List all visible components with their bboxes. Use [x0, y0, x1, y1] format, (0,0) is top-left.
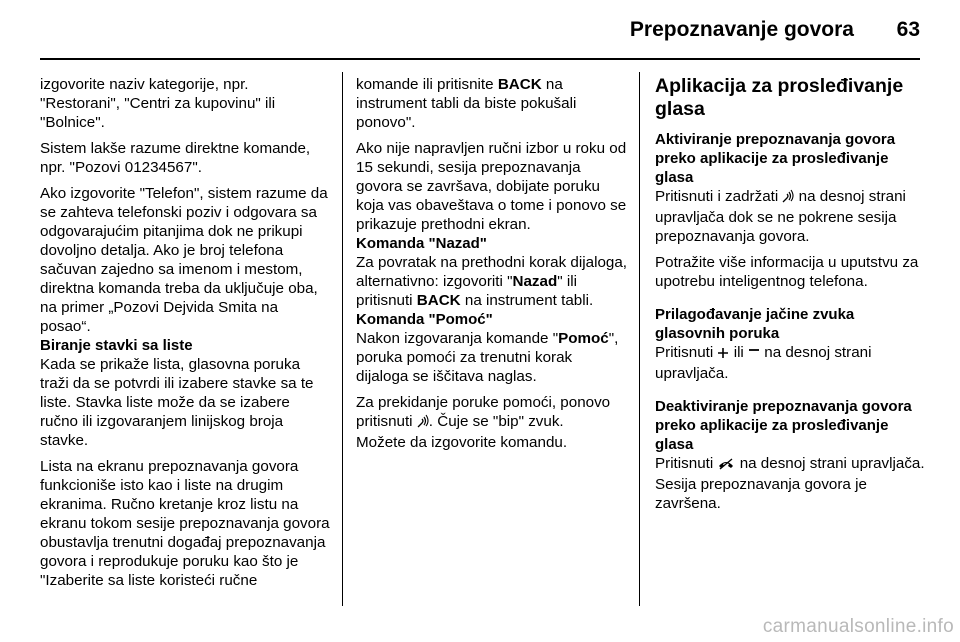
text: na instrument tabli da biste pokušali ponovo". [356, 76, 577, 131]
minus-icon [748, 345, 760, 364]
paragraph [655, 454, 927, 513]
column-2 [356, 75, 628, 459]
text: komande ili pritisnite [356, 76, 498, 93]
text: Pritisnuti i zadržati [655, 188, 783, 205]
text: Pritisnuti [655, 455, 718, 472]
paragraph [356, 75, 628, 132]
back-key-label: BACK [416, 292, 461, 309]
text: ili [729, 344, 749, 361]
column-divider-1 [342, 72, 343, 606]
paragraph: Ako izgovorite "Telefon", sistem razume da se zahteva telefonski poziv i odgovara sa odgovarajućim pitanjima dok ne prikupi dovoljno detalja. Ako je broj telefona sačuvan zajedno sa imenom i mestom, direktna komanda treba da uključuje oba, na primer „Pozovi Dejvida Smita na posao“. [40, 185, 328, 335]
paragraph [655, 187, 927, 246]
subheading-list-selection: Biranje stavki sa liste [40, 337, 193, 354]
text: na desnoj strani upravljača. [655, 344, 872, 382]
text: na instrument tabli. [460, 292, 594, 309]
paragraph: Sistem lakše razume direktne komande, npr. "Pozovi 01234567". [40, 140, 311, 176]
command-word: Pomoć [558, 330, 609, 347]
paragraph: Potražite više informacija u uputstvu za upotrebu inteligentnog telefona. [655, 254, 919, 290]
text: Pritisnuti [655, 344, 718, 361]
section-heading: Aplikacija za prosleđivanje glasa [655, 75, 904, 120]
paragraph [356, 329, 628, 386]
back-key-label: BACK [497, 76, 542, 93]
header-divider [40, 58, 920, 60]
text: " ili pritisnuti [356, 273, 577, 309]
hang-up-icon [717, 456, 735, 475]
paragraph: Kada se prikaže lista, glasovna poruka traži da se potvrdi ili izabere stavke sa te liste. Stavka liste može da se izabere ručno ili izgovaranjem linijskog broja stavke. [40, 356, 314, 449]
subheading-activate-voice-pass-through: Aktiviranje prepoznavanja govora preko aplikacije za prosleđivanje glasa [655, 131, 896, 186]
paragraph [356, 253, 628, 310]
page-header [40, 0, 920, 58]
subheading-back-command: Komanda "Nazad" [356, 235, 487, 252]
voice-command-icon [782, 189, 794, 208]
text: na desnoj strani upravljača. Sesija prepoznavanja govora je završena. [655, 455, 925, 512]
subheading-volume-adjustment: Prilagođavanje jačine zvuka glasovnih poruka [655, 306, 855, 342]
command-word: Nazad [512, 273, 558, 290]
paragraph: Lista na ekranu prepoznavanja govora funkcioniše isto kao i liste na drugim ekranima. Ručno kretanje kroz listu na ekranu tokom sesije prepoznavanja govora obustavlja trenutni događaj prepoznavanja govora i reprodukuje poruku kao što je "Izaberite sa liste koristeći ručne [40, 458, 330, 589]
page-number: 63 [896, 18, 920, 41]
text: . Čuje se "bip" zvuk. [428, 413, 564, 430]
column-divider-2 [639, 72, 640, 606]
page-title: Prepoznavanje govora [629, 18, 854, 41]
voice-command-icon [417, 414, 429, 433]
column-3 [655, 75, 927, 520]
text: ", poruka pomoći za trenutni korak dijaloga se iščitava naglas. [356, 330, 619, 385]
subheading-help-command: Komanda "Pomoć" [356, 311, 493, 328]
text: Nakon izgovaranja komande " [356, 330, 559, 347]
text: Za prekidanje poruke pomoći, ponovo pritisnuti [356, 394, 611, 430]
paragraph: izgovorite naziv kategorije, npr. "Restorani", "Centri za kupovinu" ili "Bolnice". [40, 76, 276, 131]
paragraph: Ako nije napravljen ručni izbor u roku od 15 sekundi, sesija prepoznavanja govora se završava, dobijate poruku koja vas obaveštava o tome i ponovo se prikazuje prethodni ekran. [356, 140, 627, 233]
paragraph [655, 343, 927, 383]
paragraph: Možete da izgovorite komandu. [356, 434, 568, 451]
text: na desnoj strani upravljača dok se ne pokrene sesija prepoznavanja govora. [655, 188, 906, 245]
paragraph [356, 393, 628, 433]
subheading-deactivate-voice-pass-through: Deaktiviranje prepoznavanja govora preko aplikacije za prosleđivanje glasa [655, 398, 912, 453]
plus-icon [717, 345, 729, 364]
column-1 [40, 75, 332, 597]
text: Za povratak na prethodni korak dijaloga, alternativno: izgovoriti " [356, 254, 628, 290]
watermark: carmanualsonline.info [762, 616, 954, 637]
